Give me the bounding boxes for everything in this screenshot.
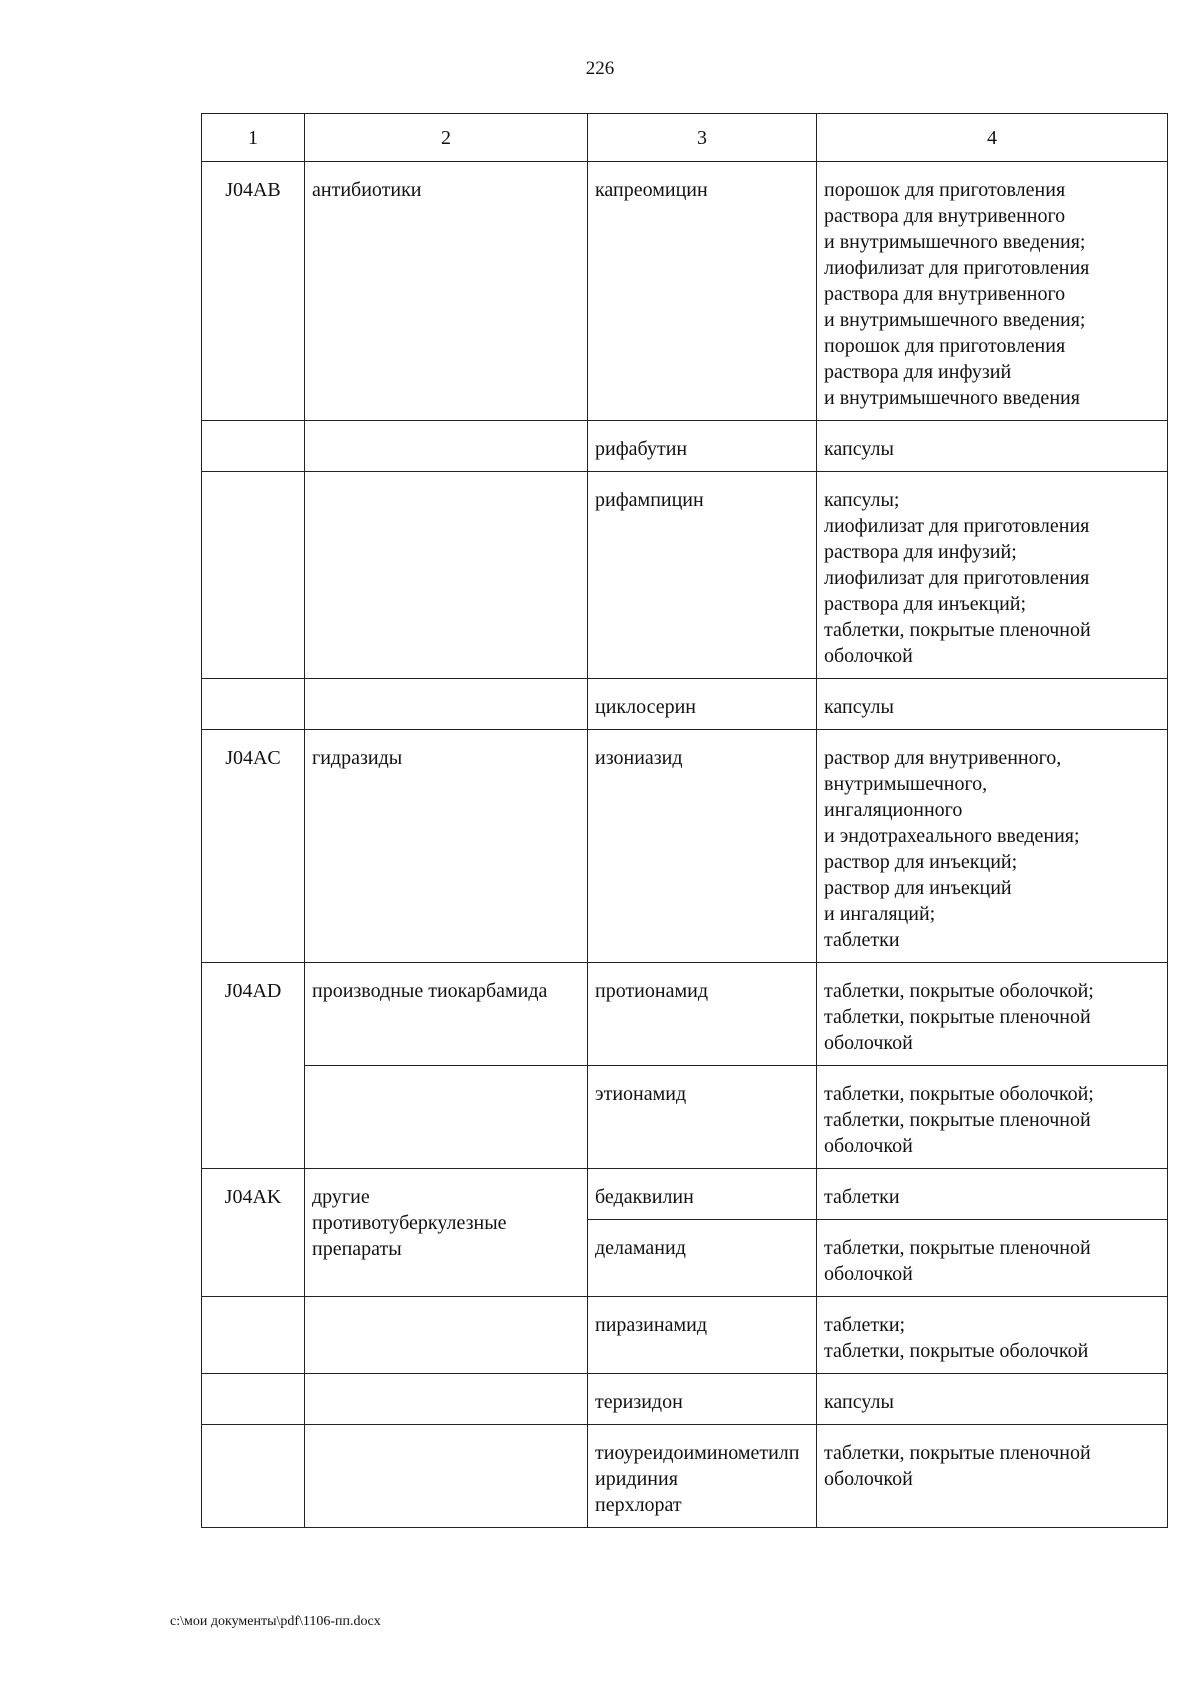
dosage-form-line: таблетки, покрытые оболочкой; <box>824 1083 1094 1105</box>
dosage-forms-cell <box>817 1425 1168 1528</box>
atc-code-cell: J04AD <box>202 963 305 1169</box>
dosage-form-line: таблетки, покрытые оболочкой <box>824 1340 1089 1362</box>
dosage-form-line: таблетки, покрытые пленочной <box>824 1006 1091 1028</box>
dosage-form-line: таблетки <box>824 929 900 951</box>
group-cell <box>305 1169 588 1297</box>
header-cell: 4 <box>817 114 1168 162</box>
dosage-form-line: лиофилизат для приготовления <box>824 515 1090 537</box>
dosage-form-line: таблетки, покрытые пленочной <box>824 1109 1091 1131</box>
group-cell <box>305 679 588 730</box>
drug-name-cell: деламанид <box>588 1220 817 1297</box>
atc-code-cell: J04AB <box>202 162 305 421</box>
group-line: препараты <box>312 1238 402 1260</box>
dosage-forms-cell <box>817 421 1168 472</box>
dosage-form-line: таблетки, покрытые оболочкой; <box>824 980 1094 1002</box>
table-row <box>202 1066 1168 1169</box>
drug-name-cell: изониазид <box>588 730 817 963</box>
drug-name-cell: теризидон <box>588 1374 817 1425</box>
table-row <box>202 963 1168 1066</box>
dosage-form-line: и внутримышечного введения; <box>824 231 1086 253</box>
dosage-forms-cell <box>817 1374 1168 1425</box>
dosage-form-line: раствора для внутривенного <box>824 205 1066 227</box>
header-cell: 1 <box>202 114 305 162</box>
header-cell: 3 <box>588 114 817 162</box>
dosage-form-line: лиофилизат для приготовления <box>824 567 1090 589</box>
dosage-form-line: раствора для инфузий <box>824 361 1012 383</box>
group-cell <box>305 421 588 472</box>
atc-code-cell: J04AC <box>202 730 305 963</box>
table-row <box>202 1297 1168 1374</box>
dosage-form-line: капсулы <box>824 1391 894 1413</box>
dosage-forms-cell <box>817 162 1168 421</box>
table-row <box>202 1374 1168 1425</box>
atc-code-cell <box>202 679 305 730</box>
table-row <box>202 679 1168 730</box>
dosage-form-line: лиофилизат для приготовления <box>824 257 1090 279</box>
table-header-row <box>202 114 1168 162</box>
atc-code-cell <box>202 421 305 472</box>
atc-code-cell <box>202 472 305 679</box>
dosage-form-line: и ингаляций; <box>824 903 936 925</box>
drug-name-cell: циклосерин <box>588 679 817 730</box>
dosage-forms-cell <box>817 1169 1168 1220</box>
dosage-form-line: раствор для инъекций; <box>824 851 1018 873</box>
group-cell <box>305 1066 588 1169</box>
dosage-form-line: капсулы <box>824 438 894 460</box>
dosage-form-line: раствора для инъекций; <box>824 593 1027 615</box>
dosage-forms-cell <box>817 963 1168 1066</box>
dosage-form-line: оболочкой <box>824 1135 913 1157</box>
footer-file-path: c:\мои документы\pdf\1106-пп.docx <box>170 1614 381 1629</box>
dosage-forms-cell <box>817 472 1168 679</box>
dosage-forms-cell <box>817 1066 1168 1169</box>
dosage-form-line: капсулы; <box>824 489 900 511</box>
dosage-form-line: таблетки, покрытые пленочной <box>824 619 1091 641</box>
dosage-form-line: раствора для инфузий; <box>824 541 1017 563</box>
dosage-form-line: и эндотрахеального введения; <box>824 825 1080 847</box>
dosage-forms-cell <box>817 679 1168 730</box>
dosage-form-line: порошок для приготовления <box>824 179 1066 201</box>
drug-name-cell: бедаквилин <box>588 1169 817 1220</box>
group-cell <box>305 1374 588 1425</box>
dosage-form-line: таблетки, покрытые пленочной <box>824 1442 1091 1464</box>
group-cell <box>305 1297 588 1374</box>
group-cell <box>305 472 588 679</box>
dosage-form-line: порошок для приготовления <box>824 335 1066 357</box>
group-line: противотуберкулезные <box>312 1212 507 1234</box>
dosage-forms-cell <box>817 1297 1168 1374</box>
dosage-form-line: внутримышечного, <box>824 773 988 795</box>
dosage-form-line: и внутримышечного введения <box>824 387 1080 409</box>
drug-name-line: перхлорат <box>595 1494 682 1516</box>
dosage-forms-cell <box>817 1220 1168 1297</box>
drug-name-cell: протионамид <box>588 963 817 1066</box>
atc-code-cell <box>202 1297 305 1374</box>
dosage-form-line: оболочкой <box>824 1468 913 1490</box>
dosage-form-line: раствор для инъекций <box>824 877 1012 899</box>
dosage-form-line: оболочкой <box>824 1032 913 1054</box>
drug-name-cell: пиразинамид <box>588 1297 817 1374</box>
drug-name-cell: этионамид <box>588 1066 817 1169</box>
drug-name-cell: капреомицин <box>588 162 817 421</box>
dosage-form-line: раствора для внутривенного <box>824 283 1066 305</box>
atc-code-cell <box>202 1374 305 1425</box>
dosage-form-line: ингаляционного <box>824 799 963 821</box>
group-cell: производные тиокарбамида <box>305 963 588 1066</box>
table-row <box>202 421 1168 472</box>
dosage-form-line: оболочкой <box>824 1263 913 1285</box>
table-row <box>202 1169 1168 1220</box>
dosage-form-line: раствор для внутривенного, <box>824 747 1062 769</box>
drug-name-cell: рифампицин <box>588 472 817 679</box>
drug-table <box>201 113 1168 1528</box>
table-row <box>202 730 1168 963</box>
table-row <box>202 472 1168 679</box>
dosage-form-line: оболочкой <box>824 645 913 667</box>
table-row <box>202 1425 1168 1528</box>
table-row <box>202 162 1168 421</box>
dosage-form-line: таблетки, покрытые пленочной <box>824 1237 1091 1259</box>
dosage-forms-cell <box>817 730 1168 963</box>
group-cell: антибиотики <box>305 162 588 421</box>
atc-code-cell: J04AK <box>202 1169 305 1297</box>
atc-code-cell <box>202 1425 305 1528</box>
dosage-form-line: и внутримышечного введения; <box>824 309 1086 331</box>
dosage-form-line: таблетки; <box>824 1314 906 1336</box>
drug-name-cell <box>588 1425 817 1528</box>
group-cell: гидразиды <box>305 730 588 963</box>
group-cell <box>305 1425 588 1528</box>
dosage-form-line: таблетки <box>824 1186 900 1208</box>
page-number: 226 <box>585 58 615 79</box>
dosage-form-line: капсулы <box>824 696 894 718</box>
group-line: другие <box>312 1186 370 1208</box>
header-cell: 2 <box>305 114 588 162</box>
drug-name-cell: рифабутин <box>588 421 817 472</box>
drug-name-line: тиоуреидоиминометилпиридиния <box>595 1442 800 1490</box>
